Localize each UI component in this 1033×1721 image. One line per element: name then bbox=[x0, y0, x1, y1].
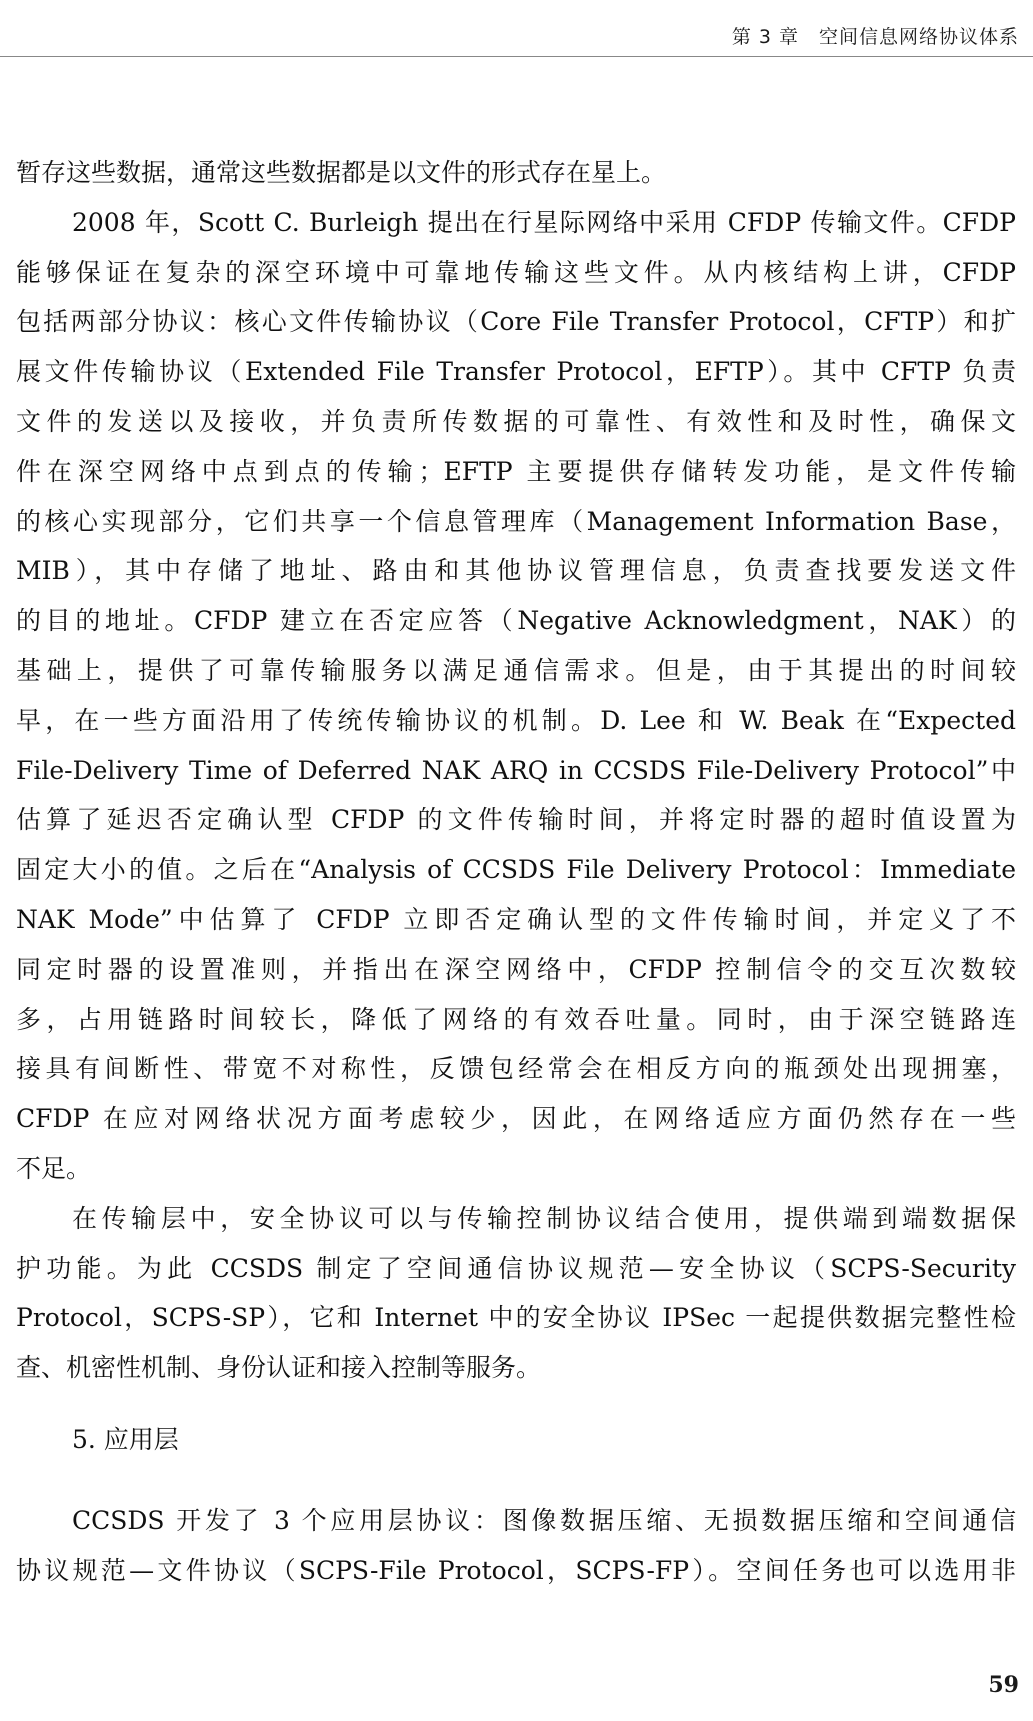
body-text-block-2 bbox=[16, 1496, 1016, 1596]
text-line: 的核心实现部分，它们共享一个信息管理库（Management Information Base， bbox=[16, 506, 1016, 536]
text-line: 能够保证在复杂的深空环境中可靠地传输这些文件。从内核结构上讲，CFDP bbox=[16, 257, 1016, 287]
text-line: 早，在一些方面沿用了传统传输协议的机制。D. Lee 和 W. Beak 在“Expected bbox=[16, 705, 1016, 735]
page-number: 59 bbox=[988, 1672, 1019, 1698]
text-line: 多，占用链路时间较长，降低了网络的有效吞吐量。同时，由于深空链路连 bbox=[16, 1004, 1016, 1034]
text-line: 同定时器的设置准则，并指出在深空网络中，CFDP 控制信令的交互次数较 bbox=[16, 954, 1016, 984]
text-line: CFDP 在应对网络状况方面考虑较少，因此，在网络适应方面仍然存在一些 bbox=[16, 1104, 1016, 1134]
text-line: 展文件传输协议（Extended File Transfer Protocol，EFTP）。其中 CFTP 负责 bbox=[16, 357, 1016, 387]
section-heading: 5. 应用层 bbox=[72, 1425, 179, 1454]
text-line: 固定大小的值。之后在“Analysis of CCSDS File Delivery Protocol：Immediate bbox=[16, 855, 1016, 885]
text-line: 暂存这些数据，通常这些数据都是以文件的形式存在星上。 bbox=[16, 158, 667, 187]
text-line: 不足。 bbox=[16, 1153, 92, 1183]
text-line: NAK Mode”中估算了 CFDP 立即否定确认型的文件传输时间，并定义了不 bbox=[16, 904, 1016, 934]
text-line: 估算了延迟否定确认型 CFDP 的文件传输时间，并将定时器的超时值设置为 bbox=[16, 805, 1016, 835]
text-line: 文件的发送以及接收，并负责所传数据的可靠性、有效性和及时性，确保文 bbox=[16, 406, 1016, 436]
text-line: 接具有间断性、带宽不对称性，反馈包经常会在相反方向的瓶颈处出现拥塞， bbox=[16, 1054, 1016, 1084]
running-header: 第 3 章 空间信息网络协议体系 bbox=[731, 26, 1019, 48]
body-text-block bbox=[16, 148, 1016, 1393]
text-line: Protocol，SCPS-SP），它和 Internet 中的安全协议 IPSec 一起提供数据完整性检 bbox=[16, 1303, 1016, 1333]
text-line: 在传输层中，安全协议可以与传输控制协议结合使用，提供端到端数据保 bbox=[72, 1203, 1016, 1233]
text-line: File-Delivery Time of Deferred NAK ARQ in CCSDS File-Delivery Protocol”中 bbox=[16, 755, 1016, 785]
text-line: 2008 年，Scott C. Burleigh 提出在行星际网络中采用 CFDP 传输文件。CFDP bbox=[72, 207, 1016, 237]
header-rule bbox=[0, 56, 1033, 57]
text-line: CCSDS 开发了 3 个应用层协议：图像数据压缩、无损数据压缩和空间通信 bbox=[72, 1506, 1016, 1535]
text-line: 查、机密性机制、身份认证和接入控制等服务。 bbox=[16, 1353, 542, 1383]
text-line: 基础上，提供了可靠传输服务以满足通信需求。但是，由于其提出的时间较 bbox=[16, 655, 1016, 685]
text-line: 护功能。为此 CCSDS 制定了空间通信协议规范—安全协议（SCPS-Security bbox=[16, 1253, 1016, 1283]
text-line: 包括两部分协议：核心文件传输协议（Core File Transfer Protocol，CFTP）和扩 bbox=[16, 307, 1016, 337]
text-line: 件在深空网络中点到点的传输；EFTP 主要提供存储转发功能，是文件传输 bbox=[16, 456, 1016, 486]
text-line: 协议规范—文件协议（SCPS-File Protocol，SCPS-FP）。空间任务也可以选用非 bbox=[16, 1555, 1016, 1585]
text-line: MIB），其中存储了地址、路由和其他协议管理信息，负责查找要发送文件 bbox=[16, 556, 1016, 586]
text-line: 的目的地址。CFDP 建立在否定应答（Negative Acknowledgment，NAK）的 bbox=[16, 606, 1016, 636]
